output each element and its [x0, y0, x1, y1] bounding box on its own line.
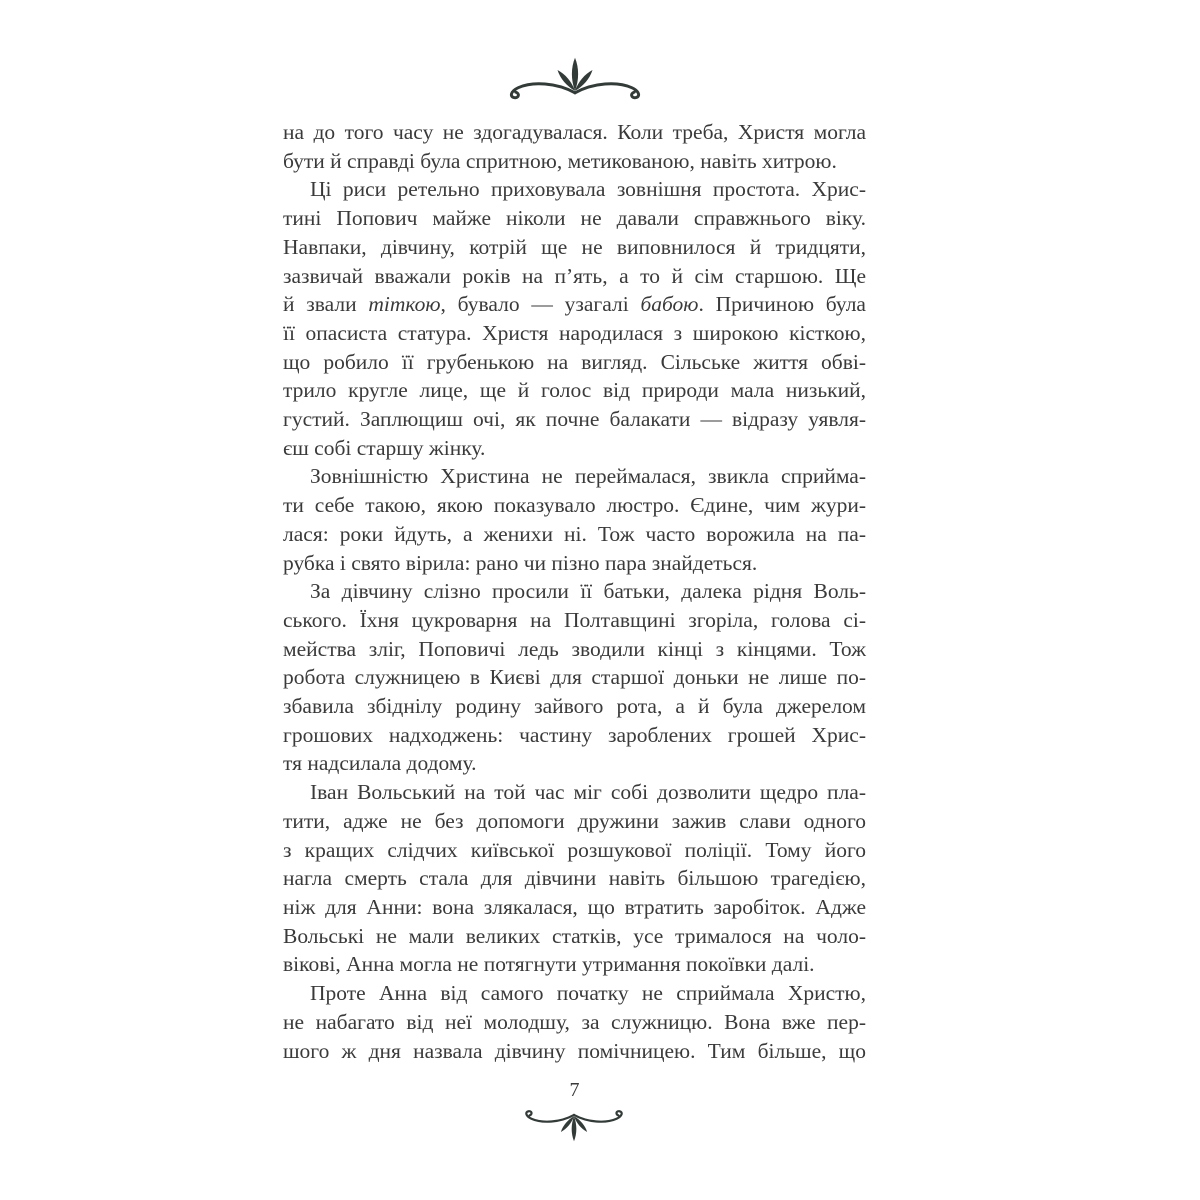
text-line	[283, 491, 866, 520]
text-line	[283, 262, 866, 291]
text-line	[283, 204, 866, 233]
text-segment: ського. Їхня цукроварня на Полтавщині згоріла, голова сі-	[283, 607, 866, 632]
text-line	[283, 950, 866, 979]
text-line	[283, 778, 866, 807]
text-segment: тині Попович майже ніколи не давали справжнього віку.	[283, 206, 866, 231]
body-text	[283, 118, 866, 1065]
text-segment: єш собі старшу жінку.	[283, 435, 486, 460]
leaf-flourish-icon	[500, 54, 650, 102]
text-line	[283, 319, 866, 348]
text-line	[283, 434, 866, 463]
text-segment: трило кругле лице, ще й голос від природи мала низький,	[283, 378, 866, 403]
text-line	[283, 405, 866, 434]
text-line	[283, 606, 866, 635]
text-line	[283, 549, 866, 578]
text-segment: бути й справді була спритною, метикованою, навіть хитрою.	[283, 148, 837, 173]
leaf-flourish-mirrored-icon	[518, 1108, 630, 1144]
text-segment: мейства зліг, Поповичі ледь зводили кінці з кінцями. Тож	[283, 636, 866, 661]
text-segment: Іван Вольський на той час міг собі дозволити щедро пла-	[310, 780, 866, 805]
text-segment: її опасиста статура. Христя народилася з широкою кісткою,	[283, 320, 866, 345]
text-segment: ніж для Анни: вона злякалася, що втратить заробіток. Адже	[283, 894, 866, 919]
text-line	[283, 692, 866, 721]
text-segment: рубка і свято вірила: рано чи пізно пара знайдеться.	[283, 550, 758, 575]
text-segment: зазвичай вважали років на п’ять, а то й сім старшою. Ще	[283, 263, 866, 288]
text-line	[283, 893, 866, 922]
text-segment: грошових надходжень: частину зароблених грошей Хрис-	[283, 722, 866, 747]
text-line	[283, 577, 866, 606]
text-segment: Проте Анна від самого початку не сприймала Христю,	[310, 981, 866, 1006]
swash-right	[575, 84, 639, 98]
text-segment: Навпаки, дівчину, котрій ще не виповнилося й тридцяти,	[283, 234, 866, 259]
swash-left	[511, 84, 575, 98]
page-number: 7	[569, 1079, 580, 1101]
text-segment: За дівчину слізно просили її батьки, далека рідня Воль-	[310, 579, 866, 604]
text-segment: на до того часу не здогадувалася. Коли треба, Христя могла	[283, 120, 866, 144]
text-segment: не набагато від неї молодшу, за служницю. Вона вже пер-	[283, 1009, 866, 1034]
text-line	[283, 1008, 866, 1037]
italic-text: тіткою	[368, 292, 441, 317]
top-flourish	[500, 54, 650, 102]
text-line	[283, 635, 866, 664]
swash-left	[526, 1111, 574, 1121]
text-segment: з кращих слідчих київської розшукової поліції. Тому його	[283, 837, 866, 862]
text-segment: ти себе такою, якою показувало люстро. Єдине, чим жури-	[283, 493, 866, 518]
text-segment: тя надсилала додому.	[283, 751, 477, 776]
text-line	[283, 836, 866, 865]
text-line	[283, 749, 866, 778]
text-segment: робота служницею в Києві для старшої доньки не лише по-	[283, 665, 866, 690]
text-segment: Зовнішністю Христина не переймалася, звикла сприйма-	[310, 464, 866, 489]
text-line	[283, 175, 866, 204]
text-line	[283, 864, 866, 893]
text-line	[283, 462, 866, 491]
text-line	[283, 147, 866, 176]
text-segment: й звали	[283, 292, 369, 317]
text-segment: нагла смерть стала для дівчини навіть більшою трагедією,	[283, 866, 866, 891]
text-line	[283, 979, 866, 1008]
bottom-flourish	[518, 1108, 630, 1144]
swash-right	[574, 1111, 622, 1121]
text-segment: , бувало — узагалі	[440, 292, 641, 317]
text-line	[283, 348, 866, 377]
text-segment: що робило її грубенькою на вигляд. Сільське життя обві-	[283, 349, 866, 374]
text-segment: шого ж дня назвала дівчину помічницею. Тим більше, що	[283, 1038, 866, 1063]
text-line	[283, 376, 866, 405]
text-segment: Вольські не мали великих статків, усе трималося на чоло-	[283, 923, 866, 948]
text-segment: Ці риси ретельно приховувала зовнішня простота. Хрис-	[310, 177, 866, 202]
text-segment: збавила збіднілу родину зайвого рота, а й була джерелом	[283, 694, 866, 719]
text-line	[283, 118, 866, 147]
italic-text: бабою	[640, 292, 699, 317]
text-line	[283, 520, 866, 549]
text-segment: лася: роки йдуть, а женихи ні. Тож часто ворожила на па-	[283, 521, 866, 546]
text-line	[283, 807, 866, 836]
text-line	[283, 922, 866, 951]
text-line	[283, 290, 866, 319]
text-segment: густий. Заплющиш очі, як почне балакати — відразу уявля-	[283, 407, 866, 432]
text-segment: вікові, Анна могла не потягнути утримання покоївки далі.	[283, 952, 815, 977]
text-segment: тити, адже не без допомоги дружини зажив слави одного	[283, 808, 866, 833]
text-line	[283, 663, 866, 692]
text-line	[283, 233, 866, 262]
text-line	[283, 1037, 866, 1066]
text-segment: . Причиною була	[698, 292, 866, 317]
text-line	[283, 721, 866, 750]
